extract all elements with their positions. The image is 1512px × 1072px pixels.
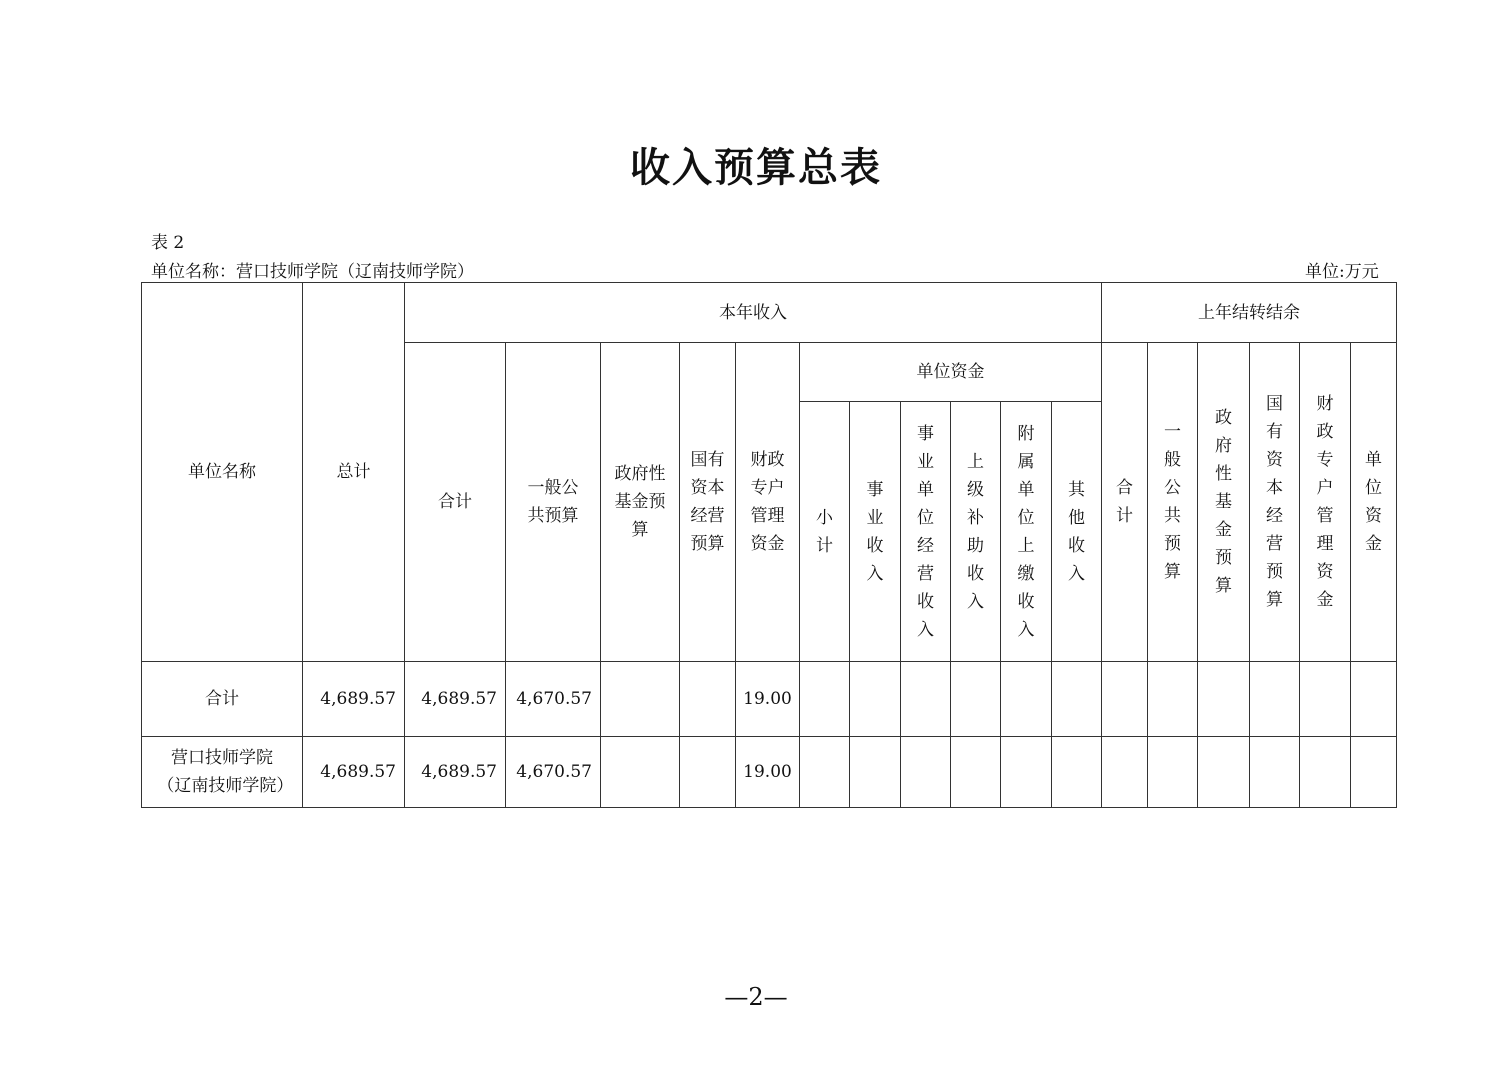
- row-cell: [1148, 662, 1198, 737]
- header-py-state-capital: 国有资本经营预算: [1250, 343, 1300, 662]
- row-fiscal-special: 19.00: [736, 662, 800, 737]
- header-py-fiscal-special: 财政专户管理资金: [1300, 343, 1351, 662]
- row-cell: [800, 737, 850, 808]
- header-uf-operating: 事业单位经营收入: [901, 402, 951, 662]
- row-cell: [1052, 737, 1102, 808]
- row-cell: [1300, 737, 1351, 808]
- row-total: 4,689.57: [303, 662, 405, 737]
- row-cell: [850, 737, 901, 808]
- row-cell: [1001, 662, 1052, 737]
- table-row: [142, 662, 1397, 737]
- row-name: 合计: [142, 662, 303, 737]
- row-cell: [601, 737, 680, 808]
- row-cell: [601, 662, 680, 737]
- table-number: 表 2: [151, 233, 185, 253]
- header-py-total: 合计: [1102, 343, 1148, 662]
- row-cell: [951, 737, 1001, 808]
- row-cell: [1351, 662, 1397, 737]
- header-py-unit-funds: 单位资金: [1351, 343, 1397, 662]
- row-cy-total: 4,689.57: [405, 737, 506, 808]
- row-cell: [1102, 662, 1148, 737]
- row-fiscal-special: 19.00: [736, 737, 800, 808]
- row-cell: [1351, 737, 1397, 808]
- page-number: —2—: [724, 983, 788, 1011]
- row-cell: [680, 662, 736, 737]
- unit-line: 单位:万元: [1305, 262, 1379, 282]
- table-row: [142, 737, 1397, 808]
- page-title: 收入预算总表: [630, 144, 882, 191]
- header-cy-total: 合计: [405, 343, 506, 662]
- income-budget-table: [141, 282, 1397, 808]
- row-total: 4,689.57: [303, 737, 405, 808]
- row-name: 营口技师学院（辽南技师学院）: [142, 737, 303, 808]
- header-cy-gov-fund: 政府性基金预算: [601, 343, 680, 662]
- row-cell: [901, 662, 951, 737]
- header-cy-fiscal-special: 财政专户管理资金: [736, 343, 800, 662]
- row-general: 4,670.57: [506, 662, 601, 737]
- header-uf-other: 其他收入: [1052, 402, 1102, 662]
- header-uf-subtotal: 小计: [800, 402, 850, 662]
- row-cell: [680, 737, 736, 808]
- header-py-general: 一般公共预算: [1148, 343, 1198, 662]
- header-cy-general: 一般公共预算: [506, 343, 601, 662]
- row-cell: [1300, 662, 1351, 737]
- row-cell: [850, 662, 901, 737]
- row-cell: [1148, 737, 1198, 808]
- row-cell: [1001, 737, 1052, 808]
- header-prev-year: 上年结转结余: [1102, 283, 1397, 343]
- header-unit-name: 单位名称: [142, 283, 303, 662]
- row-cell: [800, 662, 850, 737]
- row-general: 4,670.57: [506, 737, 601, 808]
- row-cell: [1198, 662, 1250, 737]
- row-cy-total: 4,689.57: [405, 662, 506, 737]
- row-cell: [901, 737, 951, 808]
- header-cy-unit-funds: 单位资金: [800, 343, 1102, 402]
- unit-name-line: 单位名称：营口技师学院（辽南技师学院）: [151, 262, 474, 282]
- row-cell: [1102, 737, 1148, 808]
- header-total: 总计: [303, 283, 405, 662]
- header-uf-business: 事业收入: [850, 402, 901, 662]
- row-cell: [1198, 737, 1250, 808]
- row-cell: [1250, 737, 1300, 808]
- header-py-gov-fund: 政府性基金预算: [1198, 343, 1250, 662]
- header-cy-state-capital: 国有资本经营预算: [680, 343, 736, 662]
- header-uf-affiliated: 附属单位上缴收入: [1001, 402, 1052, 662]
- row-cell: [1052, 662, 1102, 737]
- header-uf-superior: 上级补助收入: [951, 402, 1001, 662]
- row-cell: [951, 662, 1001, 737]
- header-current-year: 本年收入: [405, 283, 1102, 343]
- row-cell: [1250, 662, 1300, 737]
